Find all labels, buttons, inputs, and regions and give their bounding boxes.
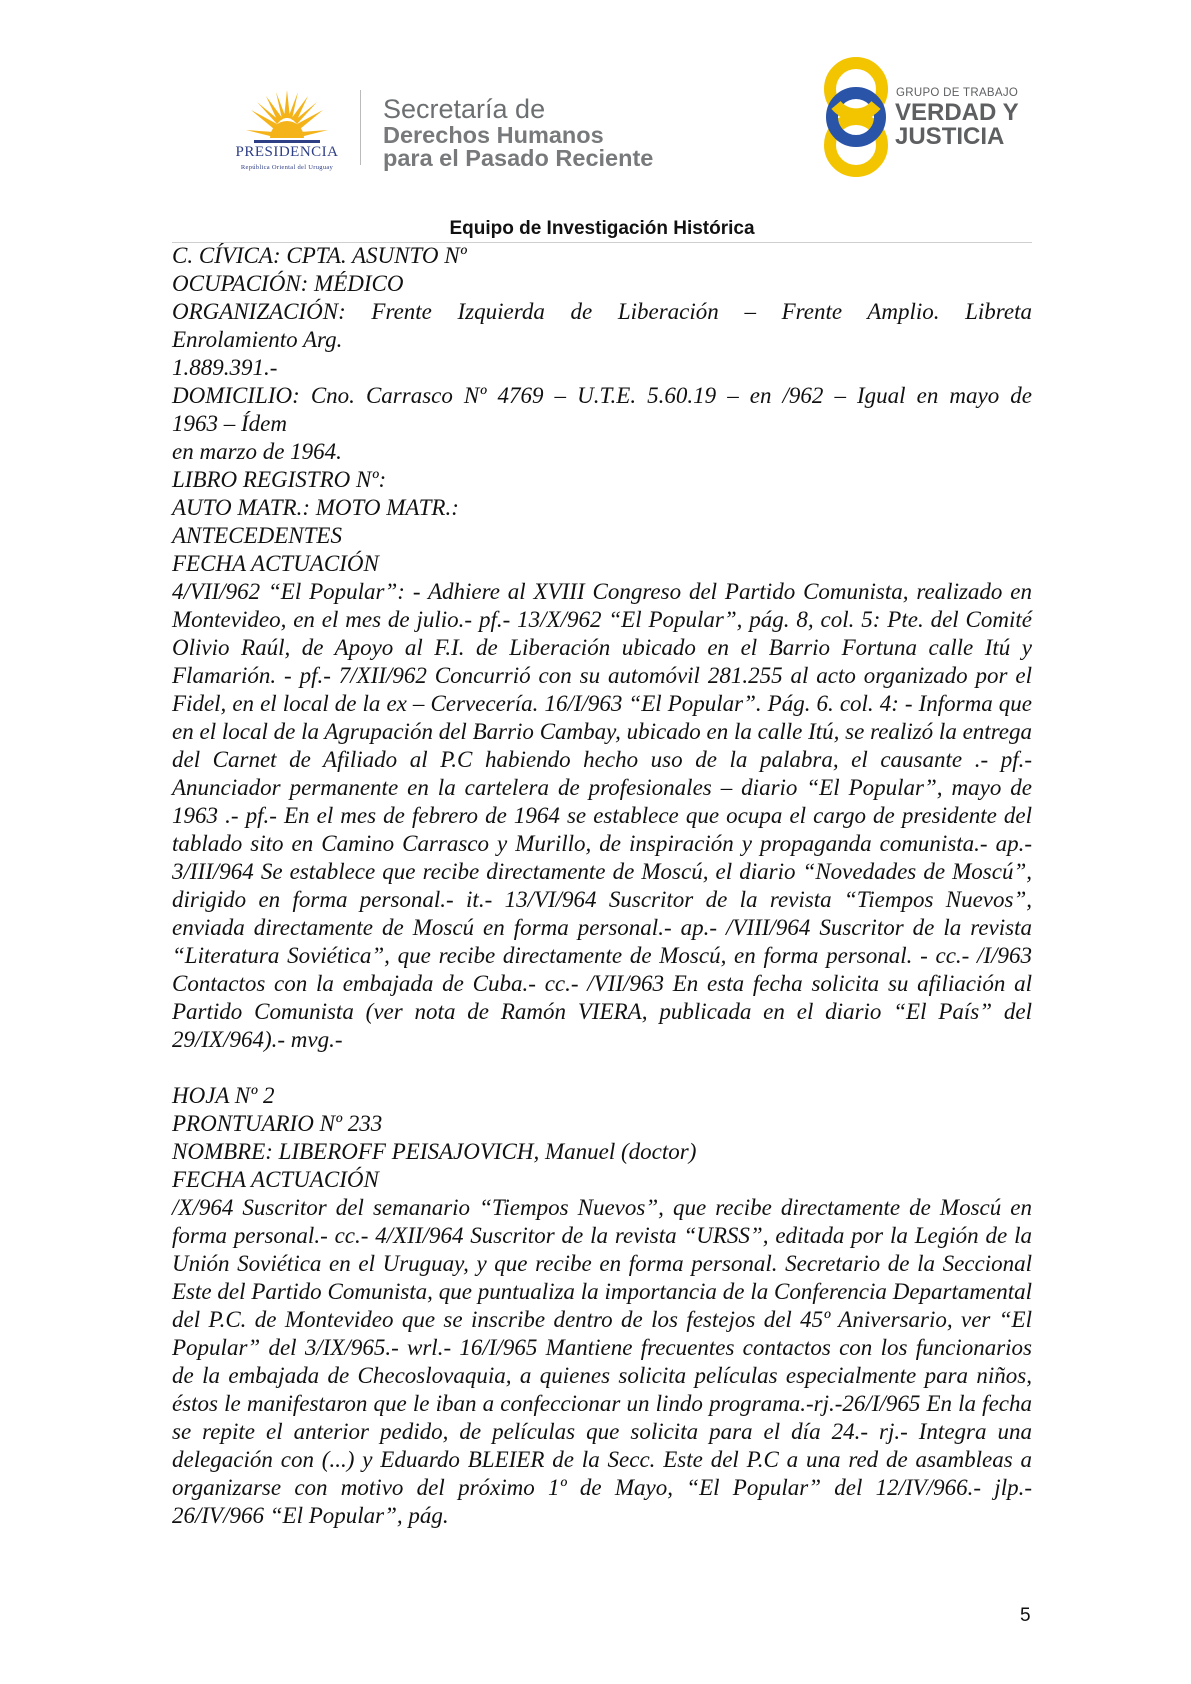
sun-icon bbox=[246, 88, 328, 146]
presidencia-subtitle: República Oriental del Uruguay bbox=[240, 164, 334, 171]
nombre-line: NOMBRE: LIBEROFF PEISAJOVICH, Manuel (doctor) bbox=[172, 1139, 697, 1164]
organizacion-line-3: 1.889.391.- bbox=[172, 355, 278, 380]
grupo-line-2: VERDAD Y bbox=[895, 99, 1019, 126]
team-title: Equipo de Investigación Histórica bbox=[449, 218, 755, 239]
prontuario-line: PRONTUARIO Nº 233 bbox=[172, 1111, 383, 1136]
secretaria-logo bbox=[383, 95, 653, 170]
antecedentes-heading: ANTECEDENTES bbox=[172, 523, 342, 548]
fecha-actuacion-heading: FECHA ACTUACIÓN bbox=[172, 551, 379, 576]
grupo-line-1: GRUPO DE TRABAJO bbox=[896, 87, 1019, 99]
hoja-line: HOJA Nº 2 bbox=[172, 1083, 275, 1108]
grupo-line-3: JUSTICIA bbox=[895, 123, 1005, 150]
secretaria-line-2: Derechos Humanos bbox=[383, 122, 604, 148]
domicilio-line-3: en marzo de 1964. bbox=[172, 439, 342, 464]
paragraph-gap bbox=[172, 1054, 1032, 1082]
document-body bbox=[172, 242, 1032, 1530]
secretaria-line-1: Secretaría de bbox=[383, 94, 546, 124]
rings-icon bbox=[820, 55, 892, 180]
presidencia-logo bbox=[212, 84, 362, 174]
presidencia-name: PRESIDENCIA bbox=[235, 144, 339, 160]
page-number: 5 bbox=[1020, 1605, 1031, 1626]
grupo-trabajo-logo bbox=[820, 55, 1020, 185]
organizacion-line-2: Enrolamiento Arg. bbox=[172, 327, 343, 352]
ocupacion-line: OCUPACIÓN: MÉDICO bbox=[172, 271, 404, 296]
hoja-2-paragraph: /X/964 Suscritor del semanario “Tiempos Nuevos”, que recibe directamente de Moscú en forma personal.- cc.- 4/XII/964 Suscritor de la revista “URSS”, editada por la Legión de la Unión Soviética en el Uruguay, y que recibe en forma personal. Secretario de la Seccional Este del Partido Comunista, que puntualiza la importancia de la Conferencia Departamental del P.C. de Montevideo que se inscribe dentro de los festejos del 45º Aniversario, ver “El Popular” del 3/IX/965.- wrl.- 16/I/965 Mantiene frecuentes contactos con los funcionarios de la embajada de Checoslovaquia, a quienes solicita películas especialmente para niños, éstos le manifestaron que le iban a confeccionar un lindo programa.-rj.-26/I/965 En la fecha se repite el anterior pedido, de películas que solicita para el día 24.- rj.- Integra una delegación con (...) y Eduardo BLEIER de la Secc. Este del P.C a una red de asambleas a organizarse con motivo del próximo 1º de Mayo, “El Popular” del 12/IV/966.- jlp.- 26/IV/966 “El Popular”, pág. bbox=[172, 1195, 1032, 1528]
page-header bbox=[0, 0, 1191, 220]
fecha-actuacion-heading-2: FECHA ACTUACIÓN bbox=[172, 1167, 379, 1192]
c-civica-line: C. CÍVICA: CPTA. ASUNTO Nº bbox=[172, 243, 467, 268]
organizacion-line-1: ORGANIZACIÓN: Frente Izquierda de Liberación – Frente Amplio. Libreta bbox=[172, 299, 1032, 324]
secretaria-line-3: para el Pasado Reciente bbox=[383, 145, 654, 171]
domicilio-line-2: 1963 – Ídem bbox=[172, 411, 287, 436]
libro-registro-line: LIBRO REGISTRO Nº: bbox=[172, 467, 387, 492]
antecedentes-paragraph: 4/VII/962 “El Popular”: - Adhiere al XVIII Congreso del Partido Comunista, realizado en Montevideo, en el mes de julio.- pf.- 13/X/962 “El Popular”, pág. 8, col. 5: Pte. del Comité Olivio Raúl, de Apoyo al F.I. de Liberación ubicado en el Barrio Fortuna calle Itú y Flamarión. - pf.- 7/XII/962 Concurrió con su automóvil 281.255 al acto organizado por el Fidel, en el local de la ex – Cervecería. 16/I/963 “El Popular”. Pág. 6. col. 4: - Informa que en el local de la Agrupación del Barrio Cambay, ubicado en la calle Itú, se realizó la entrega del Carnet de Afiliado al P.C habiendo hecho uso de la palabra, el causante .- pf.- Anunciador permanente en la cartelera de profesionales – diario “El Popular”, mayo de 1963 .- pf.- En el mes de febrero de 1964 se establece que ocupa el cargo de presidente del tablado sito en Camino Carrasco y Murillo, de inspiración y propaganda comunista.- ap.- 3/III/964 Se establece que recibe directamente de Moscú, el diario “Novedades de Moscú”, dirigido en forma personal.- it.- 13/VI/964 Suscritor de la revista “Tiempos Nuevos”, enviada directamente de Moscú en forma personal.- ap.- /VIII/964 Suscritor de la revista “Literatura Soviética”, que recibe directamente de Moscú, en forma personal. - cc.- /I/963 Contactos con la embajada de Cuba.- cc.- /VII/963 En esta fecha solicita su afiliación al Partido Comunista (ver nota de Ramón VIERA, publicada en el diario “El País” del 29/IX/964).- mvg.- bbox=[172, 579, 1032, 1052]
domicilio-line-1: DOMICILIO: Cno. Carrasco Nº 4769 – U.T.E. 5.60.19 – en /962 – Igual en mayo de bbox=[172, 383, 1032, 408]
auto-matricula-line: AUTO MATR.: MOTO MATR.: bbox=[172, 495, 459, 520]
logo-divider bbox=[360, 90, 361, 165]
